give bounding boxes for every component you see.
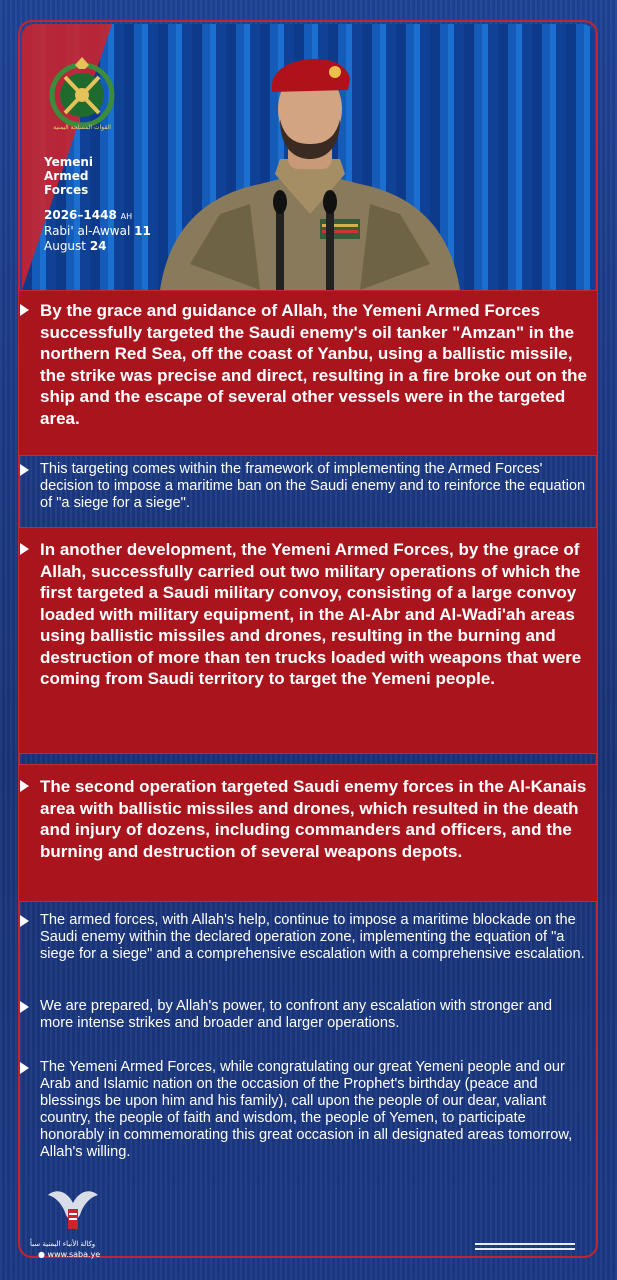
hijri-month: Rabi' al-Awwal <box>44 224 131 238</box>
statement-text: In another development, the Yemeni Armed Forces, by the grace of Allah, successfully carried out two military operations of which the first targeted a Saudi military convoy, consisting of a large convoy loaded with military equipment, in the Al-Abr and Al-Wadi'ah areas using ballistic missiles and drones, resulting in the burning and destruction of more than ten trucks loaded with weapons that were coming from Saudi territory to target the Yemeni people. <box>40 540 582 688</box>
org-name-line: Yemeni <box>44 155 94 169</box>
statement-item <box>18 997 598 1041</box>
org-name-line: Forces <box>44 183 89 197</box>
statement-text: We are prepared, by Allah's power, to confront any escalation with stronger and more intense strikes and broader and larger operations. <box>40 998 552 1031</box>
statement-item <box>18 527 598 754</box>
saba-agency-logo <box>38 1185 108 1240</box>
statement-item <box>18 290 598 456</box>
agency-name-arabic: وكالة الأنباء اليمنية سبأ <box>30 1240 96 1248</box>
statement-text: The Yemeni Armed Forces, while congratulating our great Yemeni people and our Arab and Islamic nation on the occasion of the Prophet's birthday (peace and blessings be upon him and his family), call upon the people of our dear, valiant country, the people of faith and wisdom, the people of Yemen, to participate honorably in commemorating this great occasion in all designated areas tomorrow, Allah's willing. <box>40 1059 573 1160</box>
agency-url-text[interactable]: www.saba.ye <box>47 1250 101 1259</box>
statement-item <box>18 764 598 902</box>
statement-text: The second operation targeted Saudi enemy forces in the Al-Kanais area with ballistic missiles and drones, which resulted in the death and injury of dozens, including commanders and officers, and the burning and destruction of several weapons depots. <box>40 777 587 861</box>
bullet-arrow-icon <box>20 1062 29 1074</box>
footer-decoration-lines <box>475 1243 575 1251</box>
bullet-arrow-icon <box>20 1001 29 1013</box>
date-block <box>44 208 151 254</box>
armed-forces-emblem <box>45 55 120 135</box>
bullet-arrow-icon <box>20 304 29 316</box>
emblem-caption: القوات المسلحة اليمنية <box>53 124 111 131</box>
year-suffix: AH <box>120 212 133 221</box>
hijri-day: 11 <box>134 224 151 238</box>
bullet-arrow-icon <box>20 915 29 927</box>
org-name <box>44 155 93 197</box>
statement-item <box>18 911 598 991</box>
statement-text: This targeting comes within the framework of implementing the Armed Forces' decision to impose a maritime ban on the Saudi enemy and to reinforce the equation of "a siege for a siege". <box>40 461 586 511</box>
year: 2026–1448 <box>44 208 117 222</box>
agency-url[interactable]: ● www.saba.ye <box>38 1250 101 1259</box>
bullet-arrow-icon <box>20 780 29 792</box>
statement-item <box>18 1058 598 1178</box>
org-name-line: Armed <box>44 169 89 183</box>
bullet-arrow-icon <box>20 464 29 476</box>
statement-text: By the grace and guidance of Allah, the Yemeni Armed Forces successfully targeted the Saudi enemy's oil tanker "Amzan" in the northern Red Sea, off the coast of Yanbu, using a ballistic missile, the strike was precise and direct, resulting in a fire broke out on the ship and the escape of several other vessels were in the targeted area. <box>40 301 587 428</box>
statement-item <box>18 460 598 524</box>
greg-month: August <box>44 239 86 253</box>
greg-day: 24 <box>89 239 107 253</box>
bullet-arrow-icon <box>20 543 29 555</box>
statement-text: The armed forces, with Allah's help, continue to impose a maritime blockade on the Saudi enemy within the declared operation zone, implementing the equation of "a siege for a siege" and a comprehensive escalation with a comprehensive escalation. <box>40 912 585 962</box>
spokesperson-photo <box>150 24 470 290</box>
